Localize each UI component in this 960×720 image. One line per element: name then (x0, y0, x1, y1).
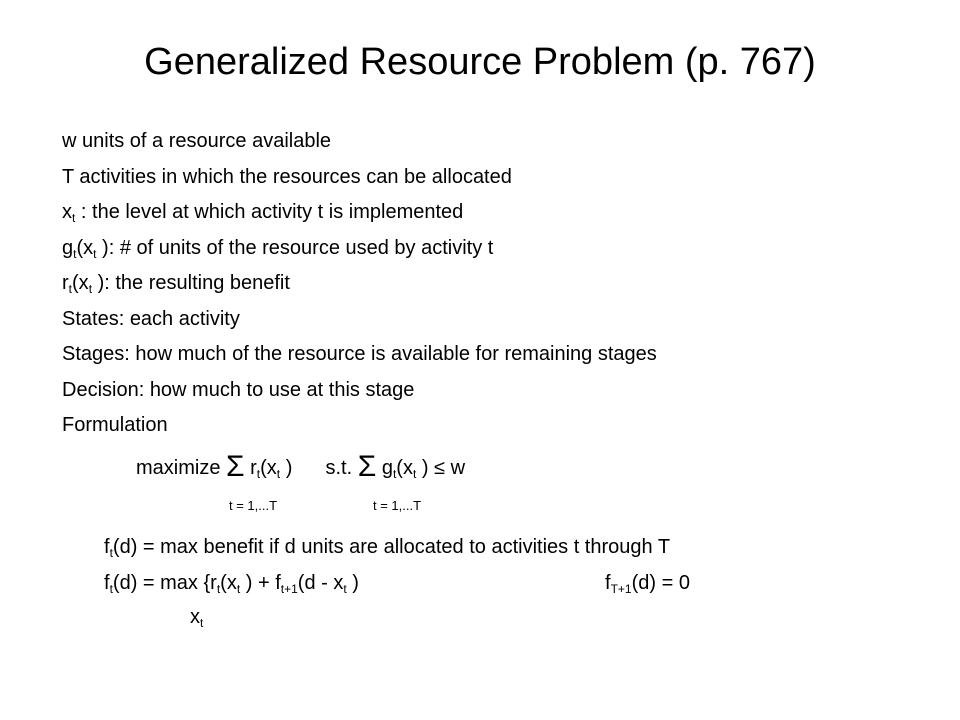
recursion-equation: $f_t(d) = \max \{r_t(x_t$ ) + $f_{t+1}(d - x_t$ ) (104, 572, 359, 596)
line-states: States: each activity (62, 307, 240, 330)
slide-body (62, 124, 657, 444)
recursion-definition: $f_t(d) = \max$ benefit if d units are allocated to activities t through T (104, 536, 671, 560)
line-stages: Stages: how much of the resource is available for remaining stages (62, 343, 657, 365)
line-resource: w units of a resource available (62, 130, 332, 152)
line-activities: T activities in which the resources can be allocated (62, 165, 512, 188)
line-units-used: $g_t(x_t$ ): # of units of the resource used by activity t (62, 236, 494, 261)
objective-range-left: t = 1,...T (229, 498, 278, 513)
objective-range-right: t = 1,...T (373, 498, 422, 513)
line-benefit: $r_t(x_t$ ): the resulting benefit (62, 272, 290, 296)
slide-title: Generalized Resource Problem (p. 767) (144, 41, 816, 83)
objective-formula: maximize Σ $r_t(x_t$ ) s.t. Σ $g_t(x_t$ ) ≤ w (136, 450, 466, 483)
terminal-condition: $f_{T+1}(d) = 0$ (605, 572, 690, 596)
line-decision: Decision: how much to use at this stage (62, 378, 415, 401)
line-formulation: Formulation (62, 414, 168, 436)
line-level: $x_t$ : the level at which activity t is implemented (62, 201, 464, 225)
argmax-variable: $x_t$ (190, 606, 204, 630)
